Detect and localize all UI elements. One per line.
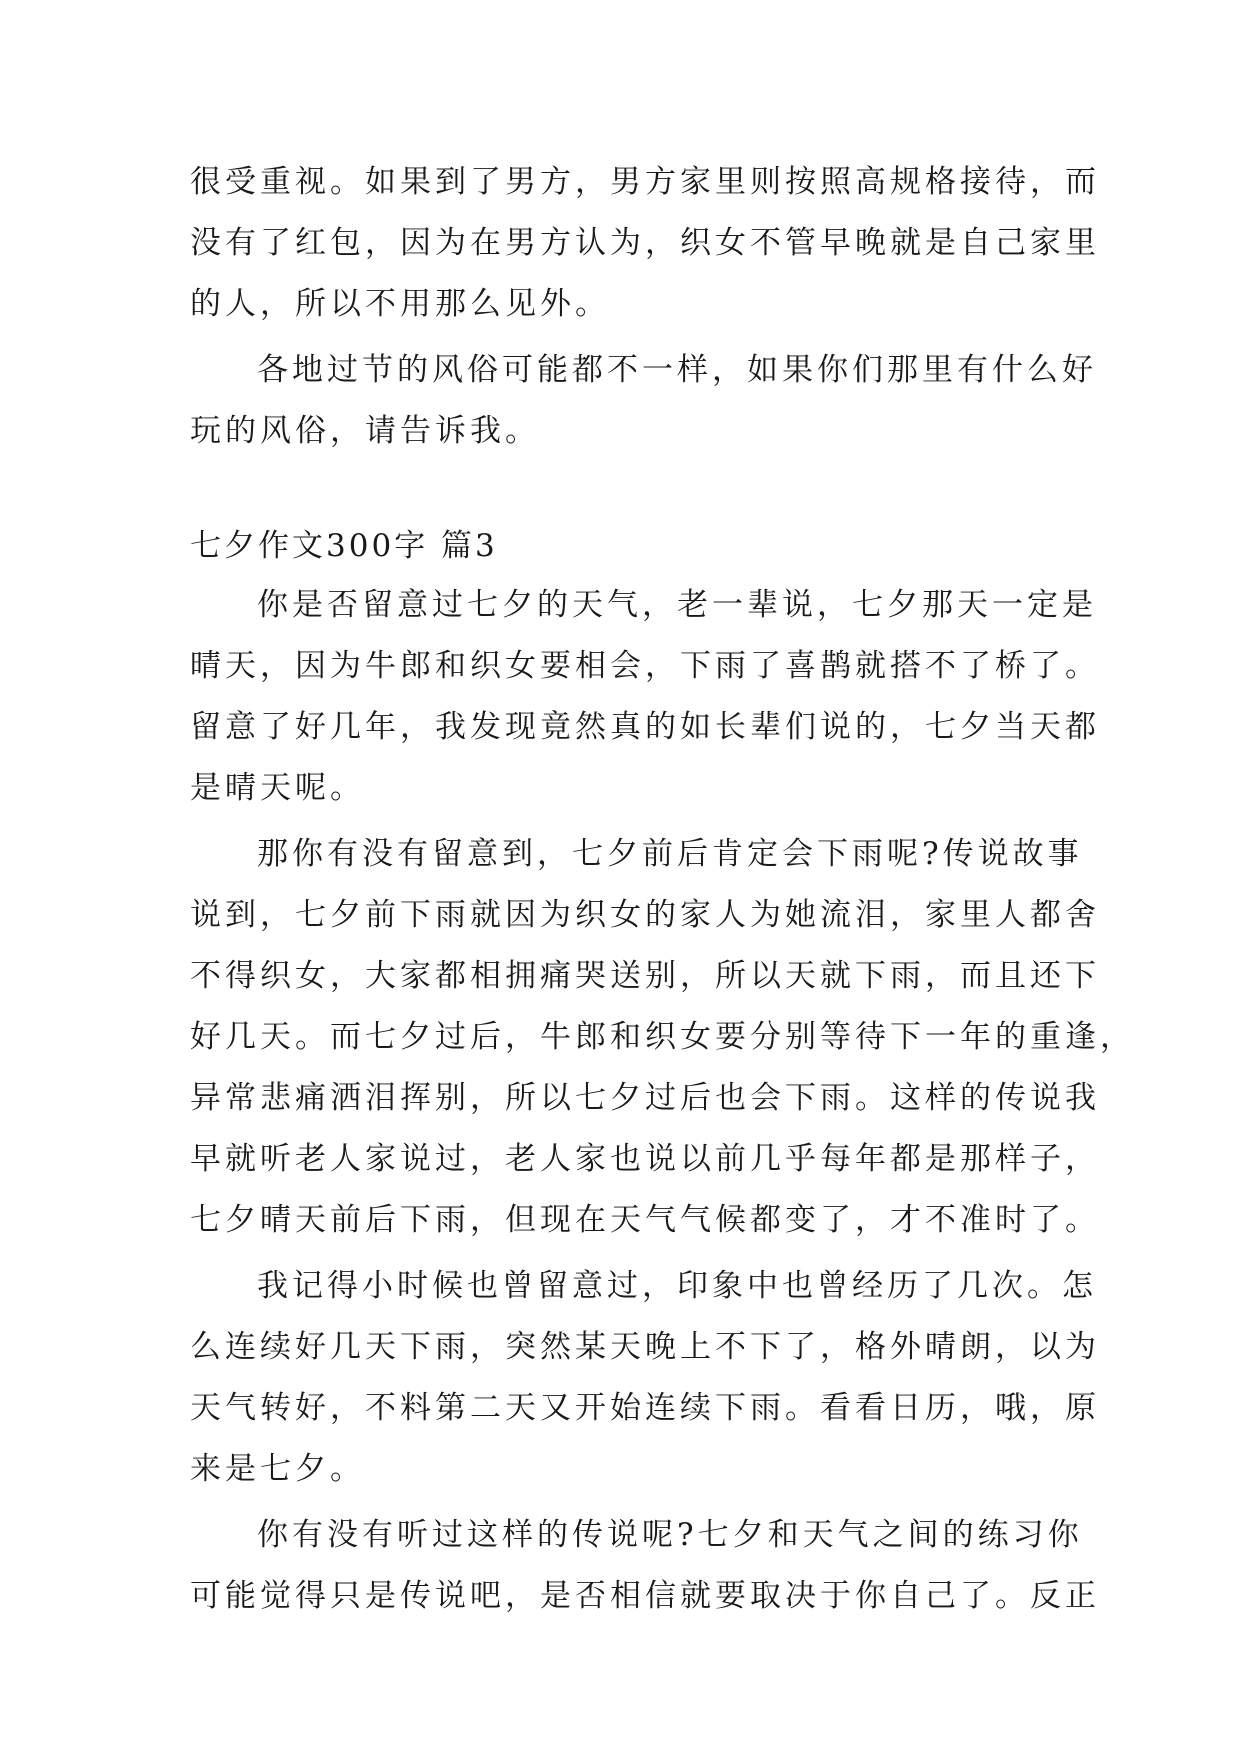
text-line: 是晴天呢。 xyxy=(190,770,365,806)
text-line: 异常悲痛洒泪挥别，所以七夕过后也会下雨。这样的传说我 xyxy=(190,1080,1100,1116)
text-line: 的人，所以不用那么见外。 xyxy=(190,286,610,322)
text-line: 说到，七夕前下雨就因为织女的家人为她流泪，家里人都舍 xyxy=(190,897,1100,933)
text-line: 早就听老人家说过，老人家也说以前几乎每年都是那样子， xyxy=(190,1141,1100,1177)
text-line: 不得织女，大家都相拥痛哭送别，所以天就下雨，而且还下 xyxy=(190,958,1100,994)
text-line: 各地过节的风俗可能都不一样，如果你们那里有什么好 xyxy=(257,352,1097,388)
text-line: 来是七夕。 xyxy=(190,1451,365,1487)
paragraph xyxy=(190,340,1097,462)
text-line: 没有了红包，因为在男方认为，织女不管早晚就是自己家里 xyxy=(190,225,1100,261)
text-line: 那你有没有留意到，七夕前后肯定会下雨呢?传说故事 xyxy=(257,836,1083,872)
document-body xyxy=(190,152,1135,1627)
paragraph xyxy=(190,1505,1100,1627)
text-line: 七夕晴天前后下雨，但现在天气气候都变了，才不准时了。 xyxy=(190,1202,1100,1238)
text-line: 你是否留意过七夕的天气，老一辈说，七夕那天一定是 xyxy=(257,587,1097,623)
paragraph xyxy=(190,575,1100,819)
text-line: 玩的风俗，请告诉我。 xyxy=(190,413,540,449)
paragraph xyxy=(190,1256,1100,1500)
section-heading: 七夕作文300字 篇3 xyxy=(190,528,498,564)
paragraph xyxy=(190,824,1135,1251)
text-line: 我记得小时候也曾留意过，印象中也曾经历了几次。怎 xyxy=(257,1268,1097,1304)
text-line: 好几天。而七夕过后，牛郎和织女要分别等待下一年的重逢， xyxy=(190,1019,1135,1055)
text-line: 天气转好，不料第二天又开始连续下雨。看看日历，哦，原 xyxy=(190,1390,1100,1426)
text-line: 么连续好几天下雨，突然某天晚上不下了，格外晴朗，以为 xyxy=(190,1329,1100,1365)
text-line: 留意了好几年，我发现竟然真的如长辈们说的，七夕当天都 xyxy=(190,709,1100,745)
paragraph xyxy=(190,152,1100,335)
text-line: 很受重视。如果到了男方，男方家里则按照高规格接待，而 xyxy=(190,164,1100,200)
text-line: 晴天，因为牛郎和织女要相会，下雨了喜鹊就搭不了桥了。 xyxy=(190,648,1100,684)
text-line: 可能觉得只是传说吧，是否相信就要取决于你自己了。反正 xyxy=(190,1578,1100,1614)
text-line: 你有没有听过这样的传说呢?七夕和天气之间的练习你 xyxy=(257,1517,1083,1553)
